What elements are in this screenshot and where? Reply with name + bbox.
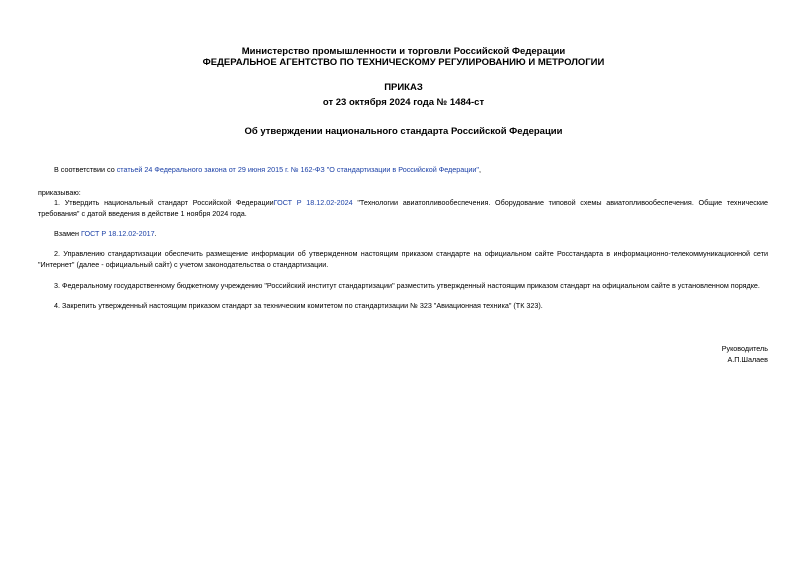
- paragraph-text: "Технологии авиатопливообеспечения. Оборудование типовой схемы авиатопливообеспечения. Общие технические требования" с датой введения в действие 1 ноября 2024 года.: [38, 198, 768, 218]
- paragraph-text: 1. Утвердить национальный стандарт Российской Федерации: [54, 198, 274, 207]
- paragraph-text: ,: [478, 165, 481, 174]
- gost-2017-link[interactable]: ГОСТ Р 18.12.02-2017: [81, 229, 155, 238]
- signature-name: А.П.Шалаев: [727, 355, 768, 364]
- signature-position: Руководитель: [721, 344, 768, 353]
- agency-name: ФЕДЕРАЛЬНОЕ АГЕНТСТВО ПО ТЕХНИЧЕСКОМУ РЕГУЛИРОВАНИЮ И МЕТРОЛОГИИ: [202, 57, 605, 68]
- paragraph-text: .: [154, 229, 157, 238]
- order-date: от 23 октября 2024 года № 1484-ст: [322, 97, 485, 108]
- gost-2024-link[interactable]: ГОСТ Р 18.12.02-2024: [273, 198, 353, 207]
- paragraph-legal-basis: [38, 165, 768, 176]
- paragraph-item-4: 4. Закрепить утвержденный настоящим приказом стандарт за техническим комитетом по стандартизации № 323 "Авиационная техника" (ТК 323).: [54, 301, 543, 310]
- ministry-name: Министерство промышленности и торговли Российской Федерации: [241, 46, 566, 57]
- paragraph-text: В соответствии со: [54, 165, 117, 174]
- paragraph-item-1: [38, 198, 768, 219]
- order-subject: Об утверждении национального стандарта Российской Федерации: [244, 126, 563, 137]
- paragraph-order-word: приказываю:: [38, 188, 81, 197]
- paragraph-replacement: [38, 229, 768, 240]
- order-title: ПРИКАЗ: [384, 82, 423, 93]
- paragraph-item-3: 3. Федеральному государственному бюджетному учреждению "Российский институт стандартизации" разместить утвержденный настоящим приказом стандарт на официальном сайте в установленном порядке.: [54, 281, 760, 290]
- paragraph-item-2: 2. Управлению стандартизации обеспечить размещение информации об утвержденном настоящим приказом стандарте на официальном сайте Росстандарта в информационно-телекоммуникационной сети "Интернет" (далее - официальный сайт) с учетом законодательства о стандартизации.: [38, 249, 768, 269]
- law-article-link[interactable]: статьей 24 Федерального закона от 29 июня 2015 г. № 162-ФЗ "О стандартизации в Российской Федерации": [116, 165, 479, 174]
- paragraph-text: Взамен: [54, 229, 81, 238]
